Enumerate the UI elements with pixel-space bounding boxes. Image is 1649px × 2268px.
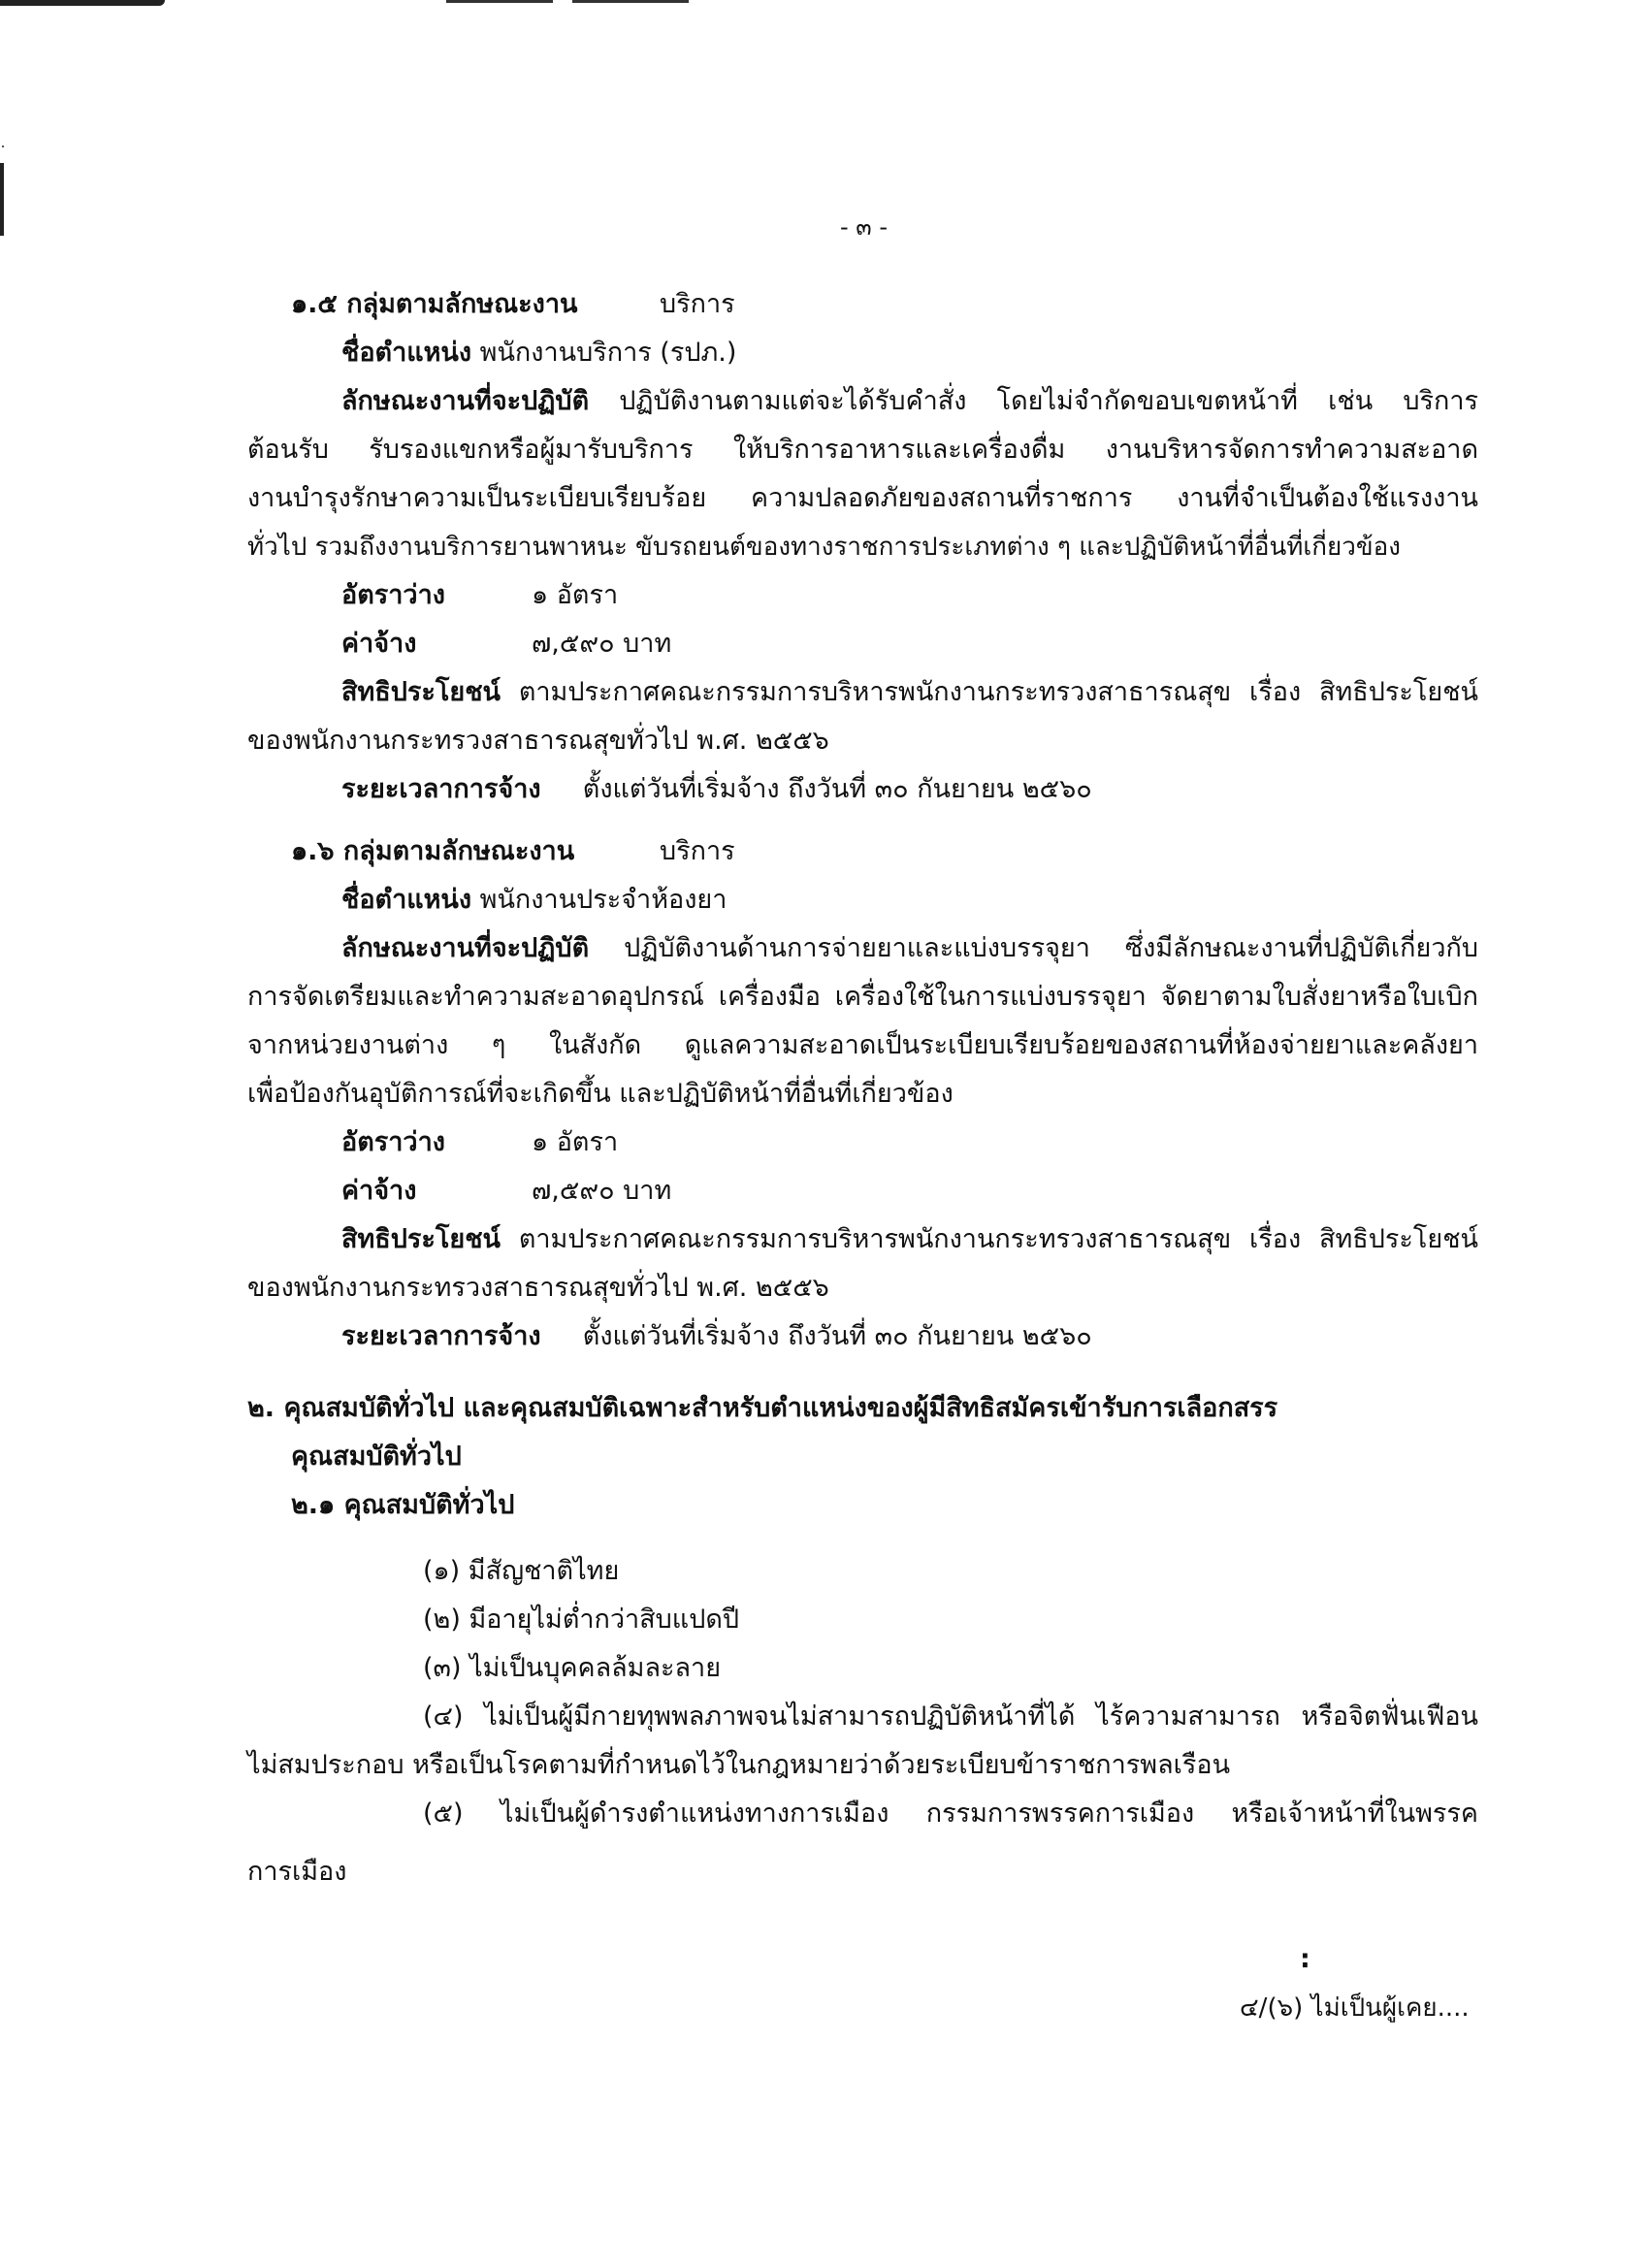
duty-line: [341, 382, 1478, 421]
position-value: พนักงานบริการ (รปภ.): [479, 338, 737, 368]
duty-line: ต้อนรับ รับรองแขกหรือผู้มารับบริการ ให้บริการอาหารและเครื่องดื่ม งานบริหารจัดการทำความสะอาด: [247, 435, 1478, 465]
scan-edge-artifact: [572, 0, 689, 3]
vacancy-label: อัตราว่าง: [341, 580, 445, 610]
scan-edge-artifact: [0, 163, 4, 236]
benefit-label: สิทธิประโยชน์: [341, 1224, 501, 1254]
page-number: - ๓ -: [840, 213, 888, 241]
period-row: [341, 770, 1092, 809]
qualification-item: (๔) ไม่เป็นผู้มีกายทุพพลภาพจนไม่สามารถปฏิบัติหน้าที่ได้ ไร้ความสามารถ หรือจิตฟั่นเฟือน: [423, 1701, 1478, 1732]
period-label: ระยะเวลาการจ้าง: [341, 1321, 541, 1351]
section-heading: ๒. คุณสมบัติทั่วไป และคุณสมบัติเฉพาะสำหรับตำแหน่งของผู้มีสิทธิสมัครเข้ารับการเลือกสรร: [247, 1393, 1278, 1423]
qualification-item: (๒) มีอายุไม่ต่ำกว่าสิบแปดปี: [423, 1604, 740, 1635]
position-row: [341, 881, 727, 920]
period-value: ตั้งแต่วันที่เริ่มจ้าง ถึงวันที่ ๓๐ กันยายน ๒๕๖๐: [582, 774, 1092, 804]
wage-label: ค่าจ้าง: [341, 1176, 417, 1206]
position-value: พนักงานประจำห้องยา: [479, 885, 728, 915]
duty-line: ทั่วไป รวมถึงงานบริการยานพาหนะ ขับรถยนต์ของทางราชการประเภทต่าง ๆ และปฏิบัติหน้าที่อื่นที่เกี่ยวข้อง: [247, 533, 1401, 562]
scan-edge-artifact: [2, 146, 4, 147]
duty-label: ลักษณะงานที่จะปฏิบัติ: [341, 933, 590, 963]
qualification-item-cont: การเมือง: [247, 1857, 347, 1887]
vacancy-label: อัตราว่าง: [341, 1127, 445, 1157]
qualification-item: (๑) มีสัญชาติไทย: [423, 1556, 620, 1586]
job-group: บริการ: [660, 289, 735, 319]
benefit-text: ตามประกาศคณะกรรมการบริหารพนักงานกระทรวงสาธารณสุข เรื่อง สิทธิประโยชน์: [518, 1224, 1478, 1254]
period-label: ระยะเวลาการจ้าง: [341, 774, 541, 804]
period-value: ตั้งแต่วันที่เริ่มจ้าง ถึงวันที่ ๓๐ กันยายน ๒๕๖๐: [582, 1321, 1092, 1351]
period-row: [341, 1317, 1092, 1356]
benefit-text: ตามประกาศคณะกรรมการบริหารพนักงานกระทรวงสาธารณสุข เรื่อง สิทธิประโยชน์: [518, 677, 1478, 707]
position-label: ชื่อตำแหน่ง: [341, 885, 472, 915]
duty-line: [341, 929, 1478, 968]
position-label: ชื่อตำแหน่ง: [341, 338, 472, 368]
qualification-item-cont: ไม่สมประกอบ หรือเป็นโรคตามที่กำหนดไว้ในกฎหมายว่าด้วยระเบียบข้าราชการพลเรือน: [247, 1750, 1231, 1780]
continuation-mark: :: [1300, 1944, 1310, 1974]
benefit-label: สิทธิประโยชน์: [341, 677, 501, 707]
section-heading: ๑.๕ กลุ่มตามลักษณะงาน: [291, 289, 578, 319]
duty-line: งานบำรุงรักษาความเป็นระเบียบเรียบร้อย ความปลอดภัยของสถานที่ราชการ งานที่จำเป็นต้องใช้แรงงาน: [247, 483, 1478, 513]
benefit-line: [341, 1220, 1478, 1259]
benefit-line: ของพนักงานกระทรวงสาธารณสุขทั่วไป พ.ศ. ๒๕๕๖: [247, 726, 829, 756]
subsection-heading: ๒.๑ คุณสมบัติทั่วไป: [291, 1490, 515, 1520]
wage-value: ๗,๕๙๐ บาท: [532, 629, 672, 659]
duty-text: ปฏิบัติงานตามแต่จะได้รับคำสั่ง โดยไม่จำกัดขอบเขตหน้าที่ เช่น บริการ: [619, 386, 1478, 416]
position-row: [341, 334, 736, 373]
qualification-item: (๕) ไม่เป็นผู้ดำรงตำแหน่งทางการเมือง กรรมการพรรคการเมือง หรือเจ้าหน้าที่ในพรรค: [423, 1798, 1478, 1829]
job-group: บริการ: [660, 836, 735, 866]
benefit-line: ของพนักงานกระทรวงสาธารณสุขทั่วไป พ.ศ. ๒๕๕๖: [247, 1273, 829, 1303]
scan-edge-artifact: [0, 0, 165, 6]
wage-value: ๗,๕๙๐ บาท: [532, 1176, 672, 1206]
duty-line: จากหน่วยงานต่าง ๆ ในสังกัด ดูแลความสะอาดเป็นระเบียบเรียบร้อยของสถานที่ห้องจ่ายยาและคลังยา: [247, 1030, 1478, 1060]
scan-edge-artifact: [446, 0, 553, 3]
duty-line: เพื่อป้องกันอุบัติการณ์ที่จะเกิดขึ้น และปฏิบัติหน้าที่อื่นที่เกี่ยวข้อง: [247, 1079, 954, 1109]
duty-line: การจัดเตรียมและทำความสะอาดอุปกรณ์ เครื่องมือ เครื่องใช้ในการแบ่งบรรจุยา จัดยาตามใบสั่งยาหรือใบเบิก: [247, 982, 1478, 1012]
section-heading: ๑.๖ กลุ่มตามลักษณะงาน: [291, 836, 575, 866]
vacancy-value: ๑ อัตรา: [532, 580, 619, 610]
continuation-text: ๔/(๖) ไม่เป็นผู้เคย....: [1240, 1993, 1470, 2023]
duty-text: ปฏิบัติงานด้านการจ่ายยาและแบ่งบรรจุยา ซึ่งมีลักษณะงานที่ปฏิบัติเกี่ยวกับ: [624, 933, 1478, 963]
wage-label: ค่าจ้าง: [341, 629, 417, 659]
duty-label: ลักษณะงานที่จะปฏิบัติ: [341, 386, 590, 416]
vacancy-value: ๑ อัตรา: [532, 1127, 619, 1157]
section-heading-cont: คุณสมบัติทั่วไป: [291, 1442, 462, 1472]
qualification-item: (๓) ไม่เป็นบุคคลล้มละลาย: [423, 1653, 722, 1683]
benefit-line: [341, 673, 1478, 712]
